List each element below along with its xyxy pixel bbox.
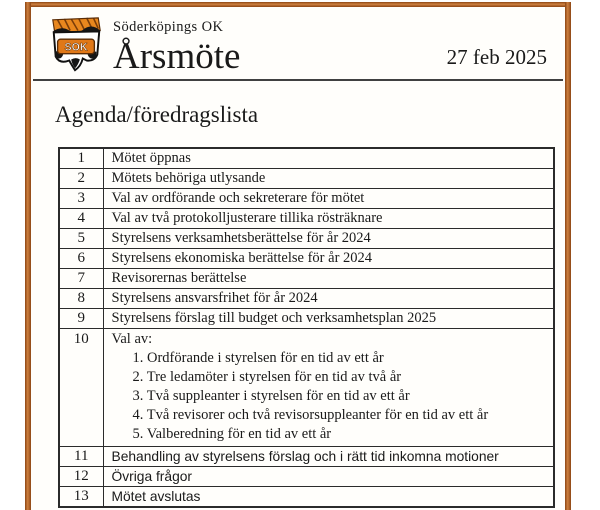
agenda-row (59, 169, 554, 189)
agenda-row (59, 249, 554, 269)
election-sub-item: 1. Ordförande i styrelsen för en tid av ett år (132, 350, 384, 366)
election-sub-item: 5. Valberedning för en tid av ett år (132, 426, 332, 442)
agenda-row-elections (59, 329, 554, 447)
row-text: Styrelsens förslag till budget och verksamhetsplan 2025 (103, 309, 554, 329)
row-number: 11 (59, 447, 103, 467)
row-text: Val av ordförande och sekreterare för mötet (103, 189, 554, 209)
row-number: 13 (59, 487, 103, 508)
agenda-row (59, 467, 554, 487)
row-text: Mötet öppnas (103, 148, 554, 169)
row-text: Styrelsens verksamhetsberättelse för år 2024 (103, 229, 554, 249)
row-number: 6 (59, 249, 103, 269)
agenda-row (59, 209, 554, 229)
agenda-row (59, 289, 554, 309)
row-number: 3 (59, 189, 103, 209)
document-title: Årsmöte (113, 36, 241, 77)
header-divider (33, 79, 563, 81)
agenda-row (59, 487, 554, 508)
row-number: 1 (59, 148, 103, 169)
row-text: Val av två protokolljusterare tillika rösträknare (103, 209, 554, 229)
row-number: 9 (59, 309, 103, 329)
section-title: Agenda/föredragslista (55, 102, 259, 127)
election-sub-item: 3. Två suppleanter i styrelsen för en tid av ett år (132, 388, 410, 404)
agenda-row (59, 229, 554, 249)
agenda-row (59, 309, 554, 329)
row-number: 5 (59, 229, 103, 249)
agenda-row (59, 189, 554, 209)
club-logo-icon (46, 15, 106, 75)
row-text: Mötet avslutas (103, 487, 554, 508)
row-text: Mötets behöriga utlysande (103, 169, 554, 189)
header (31, 7, 565, 77)
elections-heading: Val av: (111, 331, 153, 347)
logo-monogram: SOK (64, 41, 88, 54)
row-text: Revisorernas berättelse (103, 269, 554, 289)
header-titles (113, 15, 240, 77)
row-number: 4 (59, 209, 103, 229)
row-number: 7 (59, 269, 103, 289)
election-sub-item: 2. Tre ledamöter i styrelsen för en tid av två år (132, 369, 402, 385)
club-name: Söderköpings OK (113, 19, 224, 35)
row-text: Behandling av styrelsens förslag och i rätt tid inkomna motioner (103, 447, 554, 467)
row-number: 10 (59, 329, 103, 447)
row-text: Övriga frågor (103, 467, 554, 487)
agenda-row (59, 148, 554, 169)
agenda-table (58, 147, 555, 508)
election-sub-item: 4. Två revisorer och två revisorsuppleanter för en tid av ett år (132, 407, 489, 423)
elections-sub-list (112, 349, 554, 444)
row-number: 8 (59, 289, 103, 309)
row-text: Styrelsens ekonomiska berättelse för år 2024 (103, 249, 554, 269)
row-number: 2 (59, 169, 103, 189)
agenda-row (59, 269, 554, 289)
row-number: 12 (59, 467, 103, 487)
agenda-row (59, 447, 554, 467)
row-text (103, 329, 554, 447)
meeting-date: 27 feb 2025 (446, 45, 547, 69)
frame-border-right (565, 2, 571, 510)
row-text: Styrelsens ansvarsfrihet för år 2024 (103, 289, 554, 309)
page-content (31, 7, 565, 510)
